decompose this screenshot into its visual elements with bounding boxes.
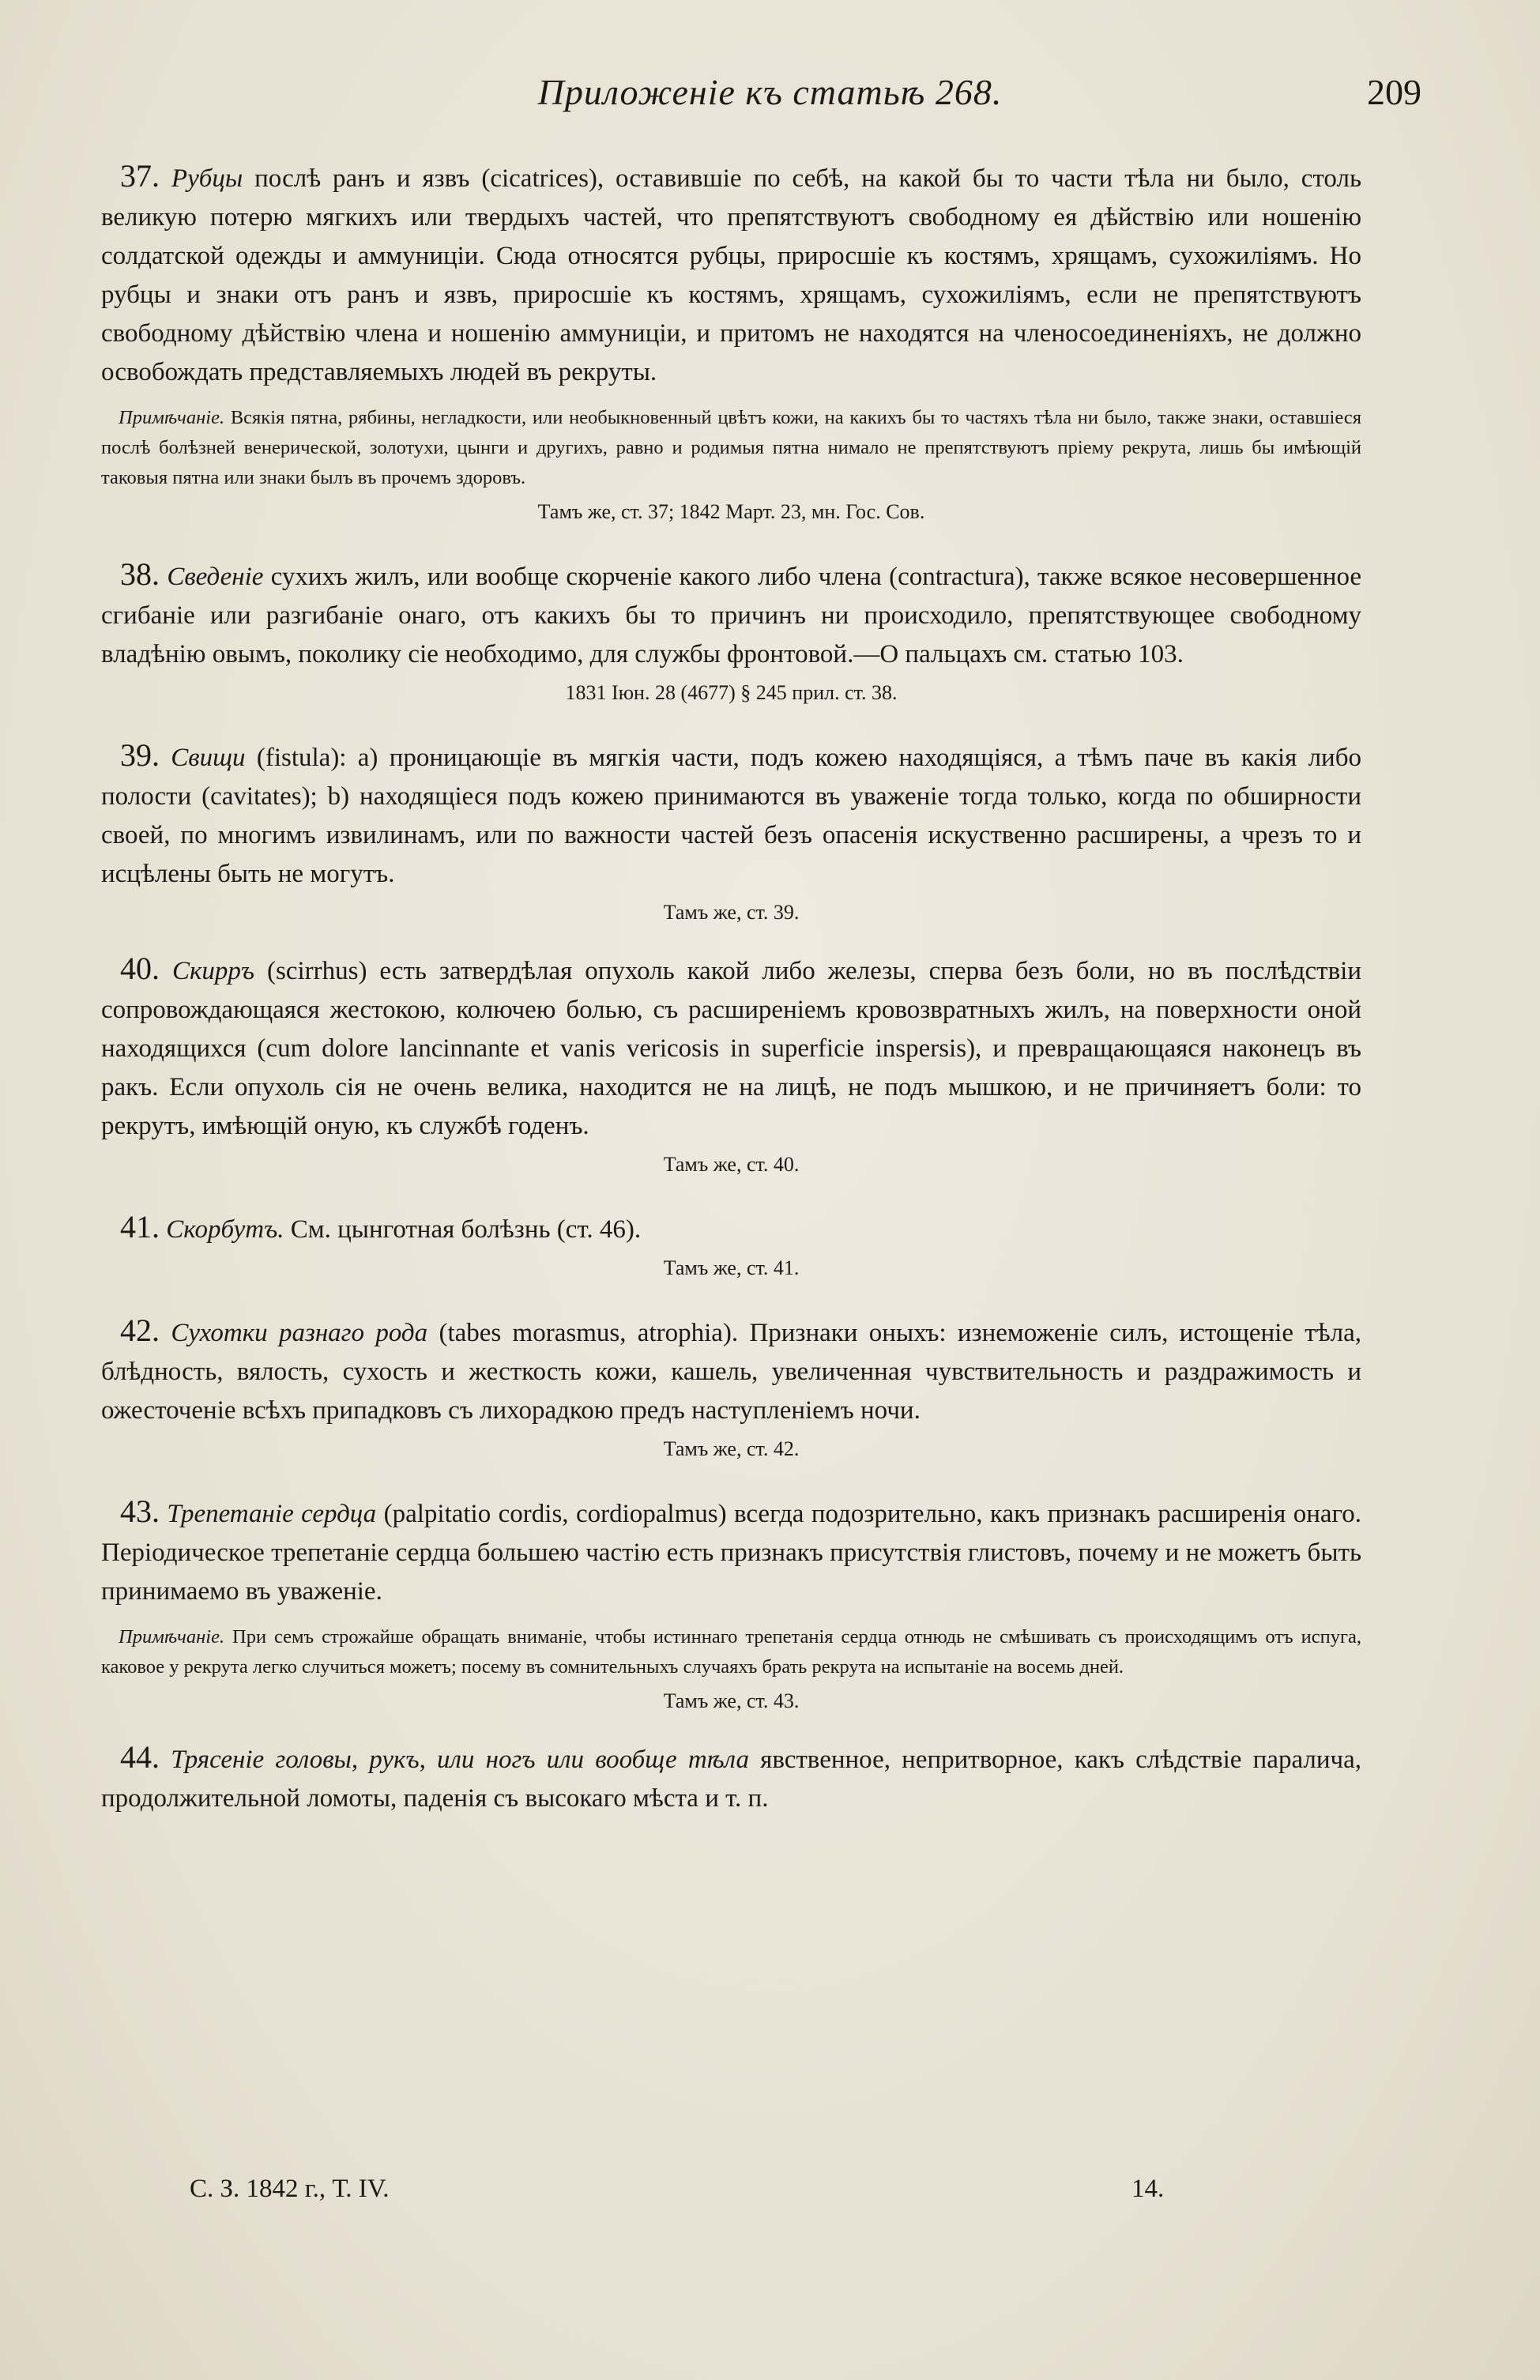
entry-text: См. цынготная болѣзнь (ст. 46). bbox=[290, 1215, 642, 1244]
entry-term: Скирръ bbox=[171, 957, 255, 985]
entry-39 bbox=[101, 736, 1361, 894]
entry-43 bbox=[101, 1492, 1361, 1611]
entry-term: Трепетаніе сердца bbox=[167, 1500, 377, 1528]
page-header bbox=[103, 71, 1437, 134]
entry-number: 43. bbox=[120, 1493, 160, 1529]
entry-text: (palpitatio cordis, cordiopalmus) всегда подозрительно, какъ признакъ расширенія онаго. Періодическое трепетаніе сердца большею частію есть признакъ присутствія глистовъ, почему и не можетъ быть принимаемо въ уваженіе. bbox=[101, 1500, 1361, 1606]
page-footer bbox=[190, 2175, 1382, 2214]
entry-number: 44. bbox=[120, 1739, 160, 1775]
note-label: Примѣчаніе. bbox=[119, 407, 225, 428]
entry-text: (fistula): a) проницающіе въ мягкія части, подъ кожею находящіяся, а тѣмъ паче въ какія либо полости (cavitates); b) находящіеся подъ кожею принимаются въ уваженіе тогда только, когда по обширности своей, по многимъ извилинамъ, или по важности частей безъ опасенія искуственно расширены, а чрезъ то и исцѣлены быть не могутъ. bbox=[101, 744, 1362, 888]
entry-number: 40. bbox=[120, 951, 160, 986]
entry-42-reference: Тамъ же, ст. 42. bbox=[663, 1437, 800, 1460]
page-number: 209 bbox=[1367, 72, 1421, 112]
article-body bbox=[101, 156, 1361, 1818]
note-label: Примѣчаніе. bbox=[119, 1626, 225, 1648]
entry-37-note bbox=[101, 403, 1361, 493]
entry-40-reference: Тамъ же, ст. 40. bbox=[663, 1153, 800, 1176]
entry-text: сухихъ жилъ, или вообще скорченіе какого либо члена (contractura), также всякое несовершенное сгибаніе или разгибаніе онаго, отъ какихъ бы то причинъ ни происходило, препятствующее свободному владѣнію овымъ, поколику сіе необходимо, для службы фронтовой.—О пальцахъ см. статью 103. bbox=[101, 563, 1362, 668]
entry-number: 41. bbox=[120, 1209, 160, 1245]
entry-number: 37. bbox=[120, 158, 160, 194]
note-text: Всякія пятна, рябины, негладкости, или необыкновенный цвѣтъ кожи, на какихъ бы то частяхъ тѣла ни было, также знаки, оставшіеся послѣ болѣзней венерической, золотухи, цынги и другихъ, равно и родимыя пятна нимало не препятствуютъ пріему рекрута, лишь бы имѣющій таковыя пятна или знаки былъ въ прочемъ здоровъ. bbox=[101, 407, 1361, 488]
entry-text: явственное, непритворное, какъ слѣдствіе паралича, продолжительной ломоты, паденія съ высокаго мѣста и т. п. bbox=[101, 1745, 1361, 1813]
entry-text: (scirrhus) есть затвердѣлая опухоль какой либо железы, сперва безъ боли, но въ послѣдствіи сопровождающаяся жестокою, колючею болью, съ расширеніемъ кровозвратныхъ жилъ, на поверхности оной находящихся (cum dolore lancinnante et vanis vericosis in superficie inspersis), и превращающаяся наконецъ въ ракъ. Если опухоль сія не очень велика, находится не на лицѣ, не подъ мышкою, и не причиняетъ боли: то рекрутъ, имѣющій оную, къ службѣ годенъ. bbox=[101, 957, 1362, 1140]
entry-term: Скорбутъ. bbox=[166, 1215, 284, 1244]
entry-term: Трясеніе головы, рукъ, или ногъ или вообще тѣла bbox=[171, 1745, 749, 1774]
note-text: При семъ строжайше обращать вниманіе, чтобы истиннаго трепетанія сердца отнюдь не смѣшивать съ происходящимъ отъ испуга, каковое у рекрута легко случиться можетъ; посему въ сомнительныхъ случаяхъ брать рекрута на испытаніе на восемь дней. bbox=[101, 1626, 1362, 1678]
collection-reference: С. З. 1842 г., Т. IV. bbox=[190, 2175, 390, 2203]
signature-mark: 14. bbox=[1131, 2175, 1165, 2203]
entry-term: Рубцы bbox=[171, 164, 243, 193]
entry-number: 38. bbox=[120, 556, 160, 592]
entry-41-reference: Тамъ же, ст. 41. bbox=[663, 1256, 800, 1279]
entry-43-reference: Тамъ же, ст. 43. bbox=[663, 1689, 800, 1712]
entry-40 bbox=[101, 949, 1361, 1146]
entry-43-note bbox=[101, 1622, 1361, 1682]
entry-number: 42. bbox=[120, 1312, 160, 1348]
entry-number: 39. bbox=[120, 737, 160, 773]
entry-38-reference: 1831 Іюн. 28 (4677) § 245 прил. ст. 38. bbox=[565, 681, 898, 704]
entry-term: Сухотки разнаго рода bbox=[171, 1319, 428, 1347]
entry-term: Свищи bbox=[171, 744, 246, 772]
entry-38 bbox=[101, 555, 1361, 674]
entry-text: послѣ ранъ и язвъ (cicatrices), оставившіе по себѣ, на какой бы то части тѣла ни было, столь великую потерю мягкихъ или твердыхъ частей, что препятствуютъ свободному ея дѣйствію или ношенію солдатской одежды и аммуниціи. Сюда относятся рубцы, приросшіе къ костямъ, хрящамъ, сухожиліямъ. Но рубцы и знаки отъ ранъ и язвъ, приросшіе къ костямъ, хрящамъ, сухожиліямъ, если не препятствуютъ свободному дѣйствію члена и ношенію аммуниціи, и притомъ не находятся на членосоединеніяхъ, не должно освобождать представляемыхъ людей въ рекруты. bbox=[101, 164, 1362, 386]
entry-text: (tabes morasmus, atrophia). Признаки оныхъ: изнеможеніе силъ, истощеніе тѣла, блѣдность, вялость, сухость и жесткость кожи, кашель, увеличенная чувствительность и раздражимость и ожесточеніе всѣхъ припадковъ съ лихорадкою предъ наступленіемъ ночи. bbox=[101, 1319, 1361, 1425]
entry-37 bbox=[101, 156, 1361, 392]
entry-39-reference: Тамъ же, ст. 39. bbox=[663, 901, 800, 924]
entry-42 bbox=[101, 1311, 1361, 1430]
entry-44 bbox=[101, 1738, 1361, 1818]
running-title: Приложеніе къ статьѣ 268. bbox=[537, 72, 1003, 112]
entry-41 bbox=[101, 1207, 1361, 1249]
entry-term: Сведеніе bbox=[167, 563, 264, 591]
entry-37-reference: Тамъ же, ст. 37; 1842 Март. 23, мн. Гос. Сов. bbox=[537, 500, 925, 523]
